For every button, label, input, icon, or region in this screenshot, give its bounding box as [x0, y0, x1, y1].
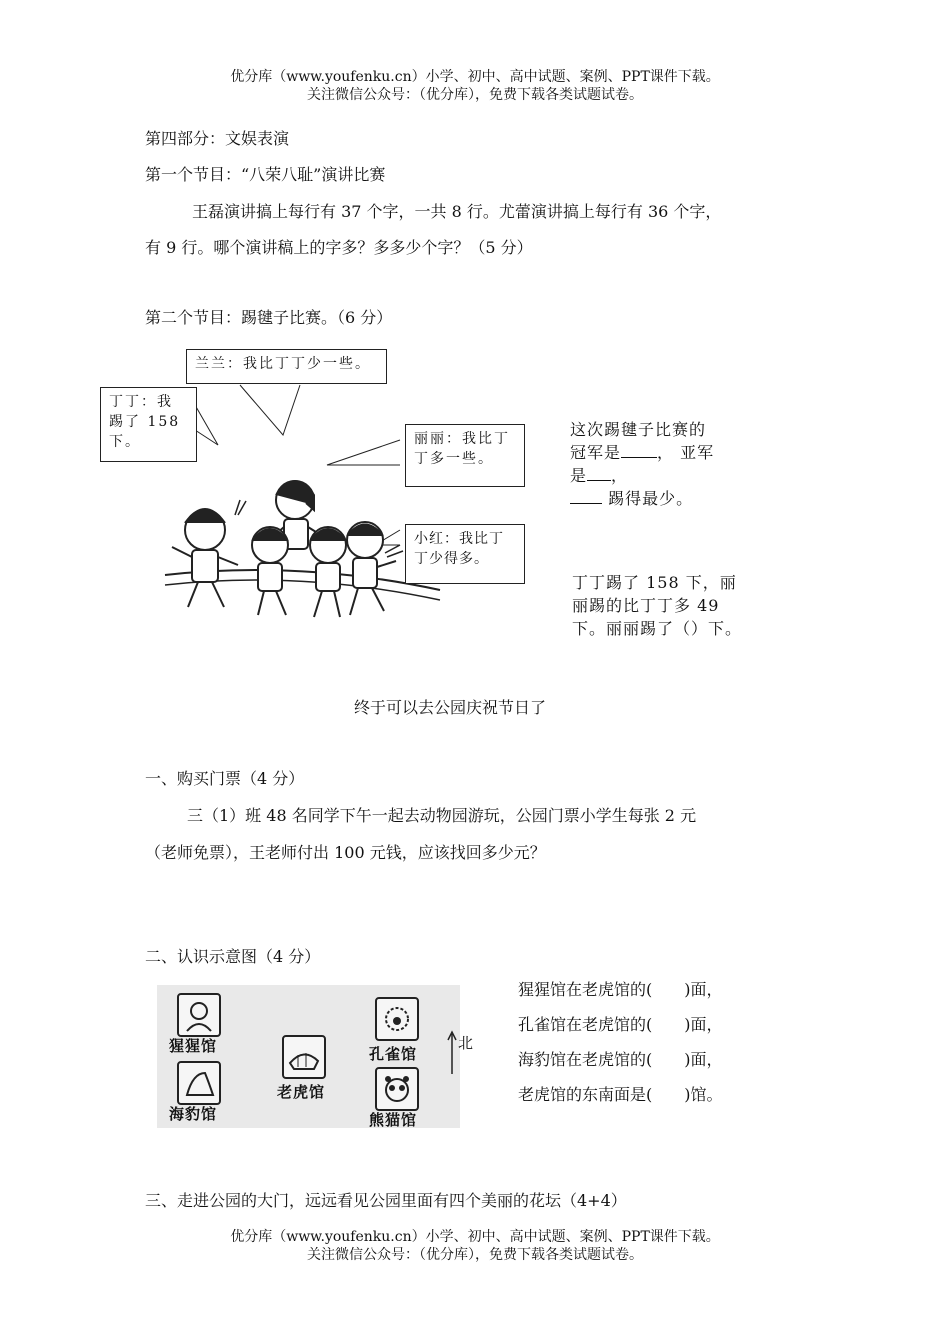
- gorilla-icon: [177, 993, 221, 1037]
- kick-q1-line4: [570, 487, 750, 510]
- program1-text-line1: 王磊演讲搞上每行有 37 个字，一共 8 行。尤蕾演讲搞上每行有 36 个字，: [192, 202, 722, 221]
- bubble-xiaohong: 小红：我比丁丁少得多。: [405, 524, 525, 584]
- page-header-line1: 优分库（www.youfenku.cn）小学、初中、高中试题、案例、PPT课件下载。: [230, 69, 720, 85]
- map-questions: [518, 972, 723, 1112]
- kick-q1-line3: [570, 464, 750, 487]
- kick-q1-line1: 这次踢毽子比赛的: [570, 420, 707, 439]
- least-blank[interactable]: [570, 487, 602, 504]
- kick-q1-line2: [570, 441, 750, 464]
- peacock-icon: [375, 997, 419, 1041]
- kick-q1-is-label: 是: [570, 466, 588, 485]
- bubble-dingding: 丁丁：我踢了 158 下。: [100, 387, 197, 462]
- pavilion-label-gorilla: 猩猩馆: [169, 1037, 218, 1055]
- pavilion-label-tiger: 老虎馆: [277, 1083, 326, 1101]
- tiger-icon: [282, 1035, 326, 1079]
- program2-title: 第二个节目：踢毽子比赛。（6 分）: [145, 308, 393, 327]
- kick-q1-least-label: 踢得最少。: [608, 489, 694, 508]
- kick-q2-line2: 丽踢的比丁丁多 49: [572, 596, 720, 615]
- page-footer-line2: 关注微信公众号：（优分库），免费下载各类试题试卷。: [307, 1247, 643, 1263]
- map-question-2: 孔雀馆在老虎馆的( )面，: [518, 1015, 723, 1034]
- kid-figure-1: [172, 509, 238, 607]
- section2-title: 二、认识示意图（4 分）: [145, 947, 321, 966]
- north-arrow-icon: [447, 1030, 457, 1075]
- kid-figure-4: [310, 527, 346, 617]
- part4-title: 第四部分：文娱表演: [145, 129, 290, 148]
- section1-title: 一、购买门票（4 分）: [145, 769, 305, 788]
- pavilion-label-peacock: 孔雀馆: [369, 1045, 418, 1063]
- kid-figure-3: [252, 527, 288, 615]
- kick-question-2: [572, 571, 762, 640]
- section1-text-line1: 三（1）班 48 名同学下午一起去动物园游玩，公园门票小学生每张 2 元: [187, 806, 697, 825]
- kick-q2-line3: 下。丽丽踢了（）下。: [572, 619, 743, 638]
- pavilion-label-panda: 熊猫馆: [369, 1111, 418, 1129]
- panda-icon: [375, 1067, 419, 1111]
- bubble-lili: 丽丽：我比丁丁多一些。: [405, 424, 525, 487]
- section1-text-line2: （老师免票），王老师付出 100 元钱，应该找回多少元？: [145, 843, 546, 862]
- map-question-4: 老虎馆的东南面是( )馆。: [518, 1085, 723, 1104]
- seal-icon: [177, 1061, 221, 1105]
- program1-title: 第一个节目：“八荣八耻”演讲比赛: [145, 165, 386, 184]
- kick-q1-champion-label: 冠军是: [570, 443, 622, 462]
- map-question-3: 海豹馆在老虎馆的( )面，: [518, 1050, 723, 1069]
- zoo-map: [157, 985, 460, 1128]
- kick-question-1: [570, 418, 750, 510]
- park-title: 终于可以去公园庆祝节日了: [353, 698, 546, 717]
- bubble-lanlan: 兰兰：我比丁丁少一些。: [186, 349, 387, 384]
- kick-q1-comma: ，: [611, 466, 629, 485]
- runnerup-blank[interactable]: [587, 464, 611, 481]
- kick-q1-runnerup-label: ， 亚军: [657, 443, 715, 462]
- kick-q2-line1: 丁丁踢了 158 下，丽: [572, 573, 737, 592]
- page-header-line2: 关注微信公众号：（优分库），免费下载各类试题试卷。: [307, 87, 643, 103]
- program1-text-line2: 有 9 行。哪个演讲稿上的字多？多多少个字？（5 分）: [145, 238, 533, 257]
- section3-title: 三、走进公园的大门，远远看见公园里面有四个美丽的花坛（4+4）: [145, 1191, 627, 1210]
- champion-blank[interactable]: [621, 441, 657, 458]
- kid-figure-5: [347, 522, 396, 615]
- page-footer-line1: 优分库（www.youfenku.cn）小学、初中、高中试题、案例、PPT课件下载。: [230, 1229, 720, 1245]
- map-question-1: 猩猩馆在老虎馆的( )面，: [518, 980, 723, 999]
- pavilion-label-seal: 海豹馆: [169, 1105, 218, 1123]
- north-label: 北: [458, 1034, 474, 1052]
